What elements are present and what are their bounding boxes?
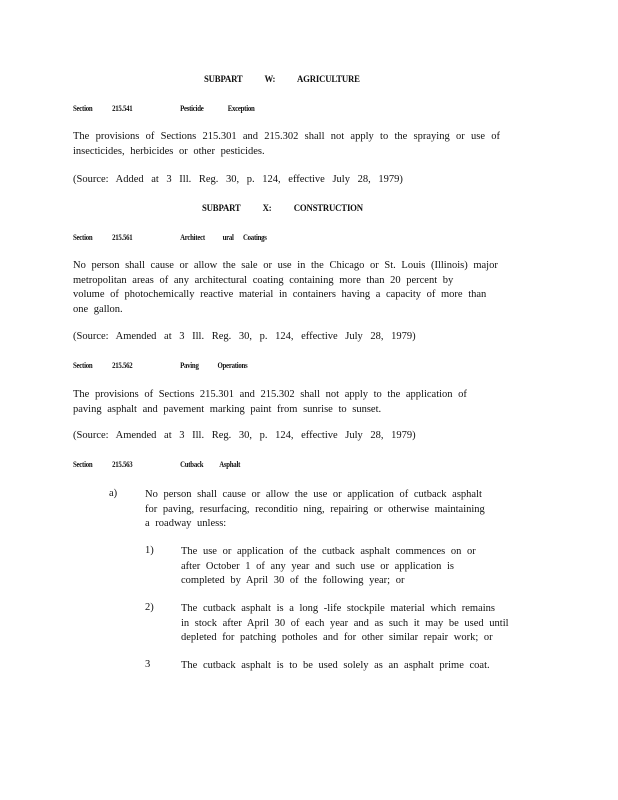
paragraph-line: for paving, resurfacing, reconditio ning, repairing or otherwise maintaining (145, 503, 485, 515)
paragraph-line: paving asphalt and pavement marking paint from sunrise to sunset. (73, 403, 382, 415)
section-215-562-heading (73, 361, 328, 373)
section-number: 215.541 (112, 104, 133, 113)
item-3-body (181, 659, 496, 674)
section-word: Section (73, 104, 93, 113)
item-label-1: 1) (145, 545, 154, 556)
section-title-part: Paving (180, 361, 199, 370)
section-title-part: Asphalt (219, 460, 241, 469)
paragraph-line: a roadway unless: (145, 518, 227, 529)
subsection-label-a: a) (109, 488, 118, 499)
paragraph-line: in stock after April 30 of each year and as such it may be used until (181, 617, 509, 629)
section-215-562-body (73, 388, 493, 417)
section-number: 215.562 (112, 361, 133, 370)
item-label-3: 3 (145, 659, 151, 670)
section-word: Section (73, 361, 93, 370)
paragraph-line: The cutback asphalt is a long -life stockpile material which remains (181, 603, 495, 614)
section-title-part: Exception (227, 104, 255, 113)
item-2-body (181, 602, 509, 646)
paragraph-line: insecticides, herbicides or other pesticides. (73, 145, 265, 157)
source-note-215-562: (Source: Amended at 3 Ill. Reg. 30, p. 124, effective July 28, 1979) (73, 430, 416, 441)
paragraph-line: completed by April 30 of the following year; or (181, 575, 405, 586)
paragraph-line: The provisions of Sections 215.301 and 215.302 shall not apply to the spraying or use of (73, 131, 500, 142)
section-215-561-heading (73, 233, 345, 245)
paragraph-line: The provisions of Sections 215.301 and 215.302 shall not apply to the application of (73, 389, 467, 400)
item-1-body (181, 545, 491, 589)
source-note-215-541: (Source: Added at 3 Ill. Reg. 30, p. 124, effective July 28, 1979) (73, 174, 403, 185)
source-note-215-561: (Source: Amended at 3 Ill. Reg. 30, p. 124, effective July 28, 1979) (73, 331, 416, 342)
paragraph-line: No person shall cause or allow the use or application of cutback asphalt (145, 489, 482, 500)
section-title-part: Cutback (180, 460, 204, 469)
section-215-541-heading (73, 104, 328, 116)
subpart-x-heading: SUBPART X: CONSTRUCTION (202, 204, 363, 214)
paragraph-line: depleted for patching potholes and for other similar repair work; or (181, 632, 493, 643)
paragraph-line: No person shall cause or allow the sale or use in the Chicago or St. Louis (Illinois) major (73, 260, 498, 271)
subpart-w-heading: SUBPART W: AGRICULTURE (204, 75, 360, 85)
section-215-541-body (73, 130, 500, 159)
paragraph-line: The cutback asphalt is to be used solely as an asphalt prime coat. (181, 660, 490, 671)
section-number: 215.561 (112, 233, 133, 242)
section-number: 215.563 (112, 460, 133, 469)
section-215-563-heading (73, 460, 328, 472)
section-title-part: Architect (180, 233, 205, 242)
paragraph-line: one gallon. (73, 303, 123, 315)
section-title-part: Coatings (243, 233, 267, 242)
section-word: Section (73, 460, 93, 469)
item-label-2: 2) (145, 602, 154, 613)
paragraph-line: volume of photochemically reactive material in containers having a capacity of more than (73, 289, 487, 300)
section-215-561-body (73, 259, 503, 317)
paragraph-line: metropolitan areas of any architectural coating containing more than 20 percent by (73, 274, 454, 286)
paragraph-line: The use or application of the cutback asphalt commences on or (181, 546, 476, 557)
section-word: Section (73, 233, 93, 242)
paragraph-line: after October 1 of any year and such use or application is (181, 560, 454, 572)
subsection-a-body (145, 488, 500, 532)
section-title-part: ural (222, 233, 234, 242)
section-title-part: Operations (217, 361, 248, 370)
section-title-part: Pesticide (180, 104, 204, 113)
